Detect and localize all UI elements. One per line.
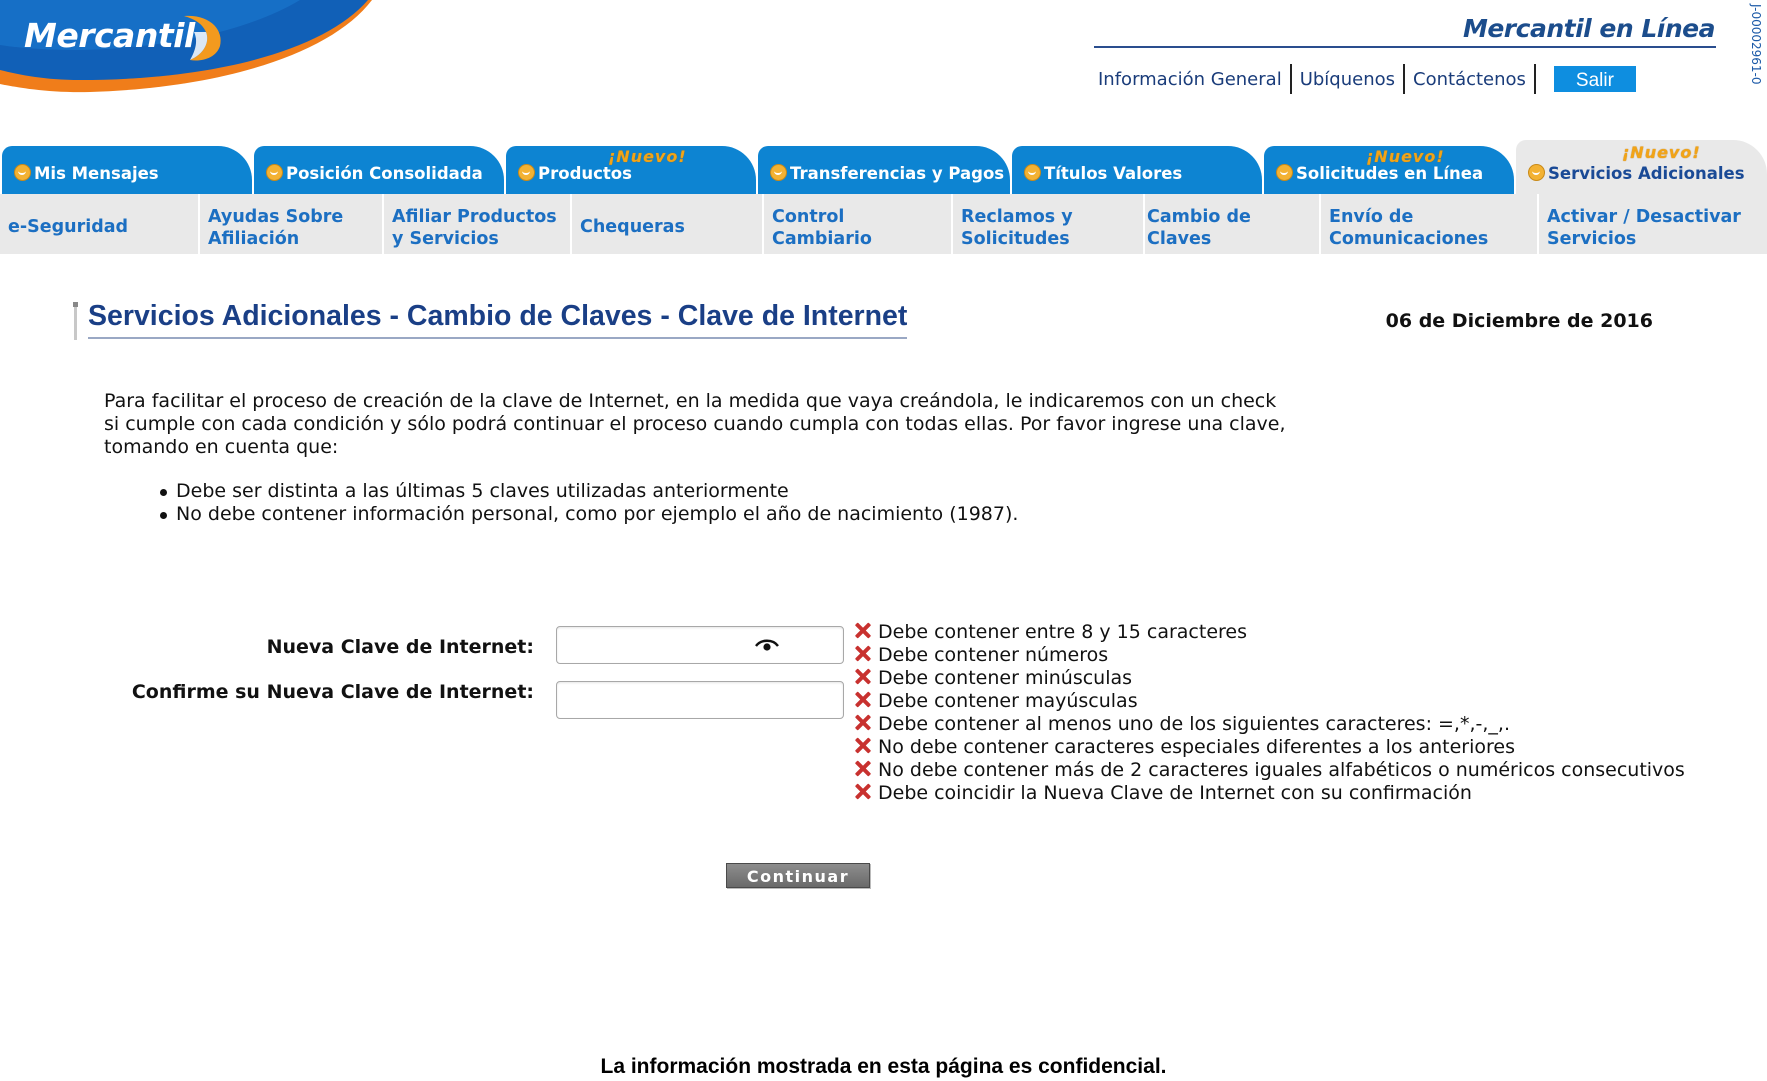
- vertical-rif-code: J-00002961-0: [1749, 4, 1763, 85]
- subnav-label: Cambiario: [772, 229, 872, 249]
- show-password-eye-icon[interactable]: [754, 638, 780, 654]
- tab-bullet-icon: [1528, 164, 1545, 181]
- fail-x-icon: [854, 645, 872, 663]
- intro-line: Para facilitar el proceso de creación de la clave de Internet, en la medida que vaya creándola, le indicaremos con un check: [104, 390, 1277, 412]
- subnav-activar-desactivar[interactable]: [1539, 194, 1767, 254]
- link-ubiquenos[interactable]: Ubíquenos: [1299, 68, 1396, 90]
- rule-text: Debe coincidir la Nueva Clave de Internet con su confirmación: [878, 782, 1472, 804]
- tab-label: Solicitudes en Línea: [1296, 164, 1484, 183]
- subnav-cambio-de-claves[interactable]: [1145, 194, 1321, 254]
- subnav-chequeras[interactable]: [572, 194, 764, 254]
- subnav-label: Ayudas Sobre: [208, 207, 344, 227]
- subnav-ayudas-afiliacion[interactable]: [200, 194, 384, 254]
- subnav-label: Reclamos y: [961, 207, 1073, 227]
- subnav-label: Chequeras: [580, 217, 685, 237]
- tab-titulos-valores[interactable]: [1012, 146, 1262, 194]
- rule-text: Debe contener mayúsculas: [878, 690, 1138, 712]
- list-item: No debe contener información personal, como por ejemplo el año de nacimiento (1987).: [158, 503, 1018, 526]
- subnav-label: Comunicaciones: [1329, 229, 1489, 249]
- link-contactenos[interactable]: Contáctenos: [1413, 68, 1526, 90]
- rule-text: No debe contener caracteres especiales diferentes a los anteriores: [878, 736, 1515, 758]
- nuevo-badge: ¡Nuevo!: [608, 147, 687, 166]
- nuevo-badge: ¡Nuevo!: [1366, 147, 1445, 166]
- intro-paragraph: [104, 390, 1334, 459]
- fail-x-icon: [854, 783, 872, 801]
- requirements-list: [158, 480, 1018, 526]
- rule-item: [852, 759, 1685, 782]
- subnav-label: y Servicios: [392, 229, 499, 249]
- link-separator: [1534, 64, 1536, 94]
- main-tabs: [0, 143, 1767, 194]
- logo-swoosh-icon: [176, 12, 226, 64]
- title-marker: [74, 306, 77, 340]
- fail-x-icon: [854, 622, 872, 640]
- subnav-label: e-Seguridad: [8, 217, 129, 237]
- rule-text: Debe contener números: [878, 644, 1109, 666]
- tab-bullet-icon: [1024, 164, 1041, 181]
- subnav-label: Servicios: [1547, 229, 1637, 249]
- subnav-e-seguridad[interactable]: [0, 194, 200, 254]
- intro-line: tomando en cuenta que:: [104, 436, 339, 458]
- subnav-label: Cambio de: [1147, 207, 1251, 227]
- tab-bullet-icon: [266, 164, 283, 181]
- new-password-label: Nueva Clave de Internet:: [266, 636, 534, 658]
- tab-servicios-adicionales[interactable]: [1516, 140, 1767, 194]
- tab-label: Productos: [538, 164, 632, 183]
- rule-text: Debe contener minúsculas: [878, 667, 1133, 689]
- subnav-label: Claves: [1147, 229, 1212, 249]
- brand-online-title: Mercantil en Línea: [1462, 14, 1715, 43]
- rule-text: Debe contener al menos uno de los siguientes caracteres: =,*,-,_,.: [878, 713, 1510, 735]
- tab-label: Posición Consolidada: [286, 164, 483, 183]
- rule-item: [852, 690, 1685, 713]
- subnav-afiliar-productos[interactable]: [384, 194, 572, 254]
- subnav-reclamos-solicitudes[interactable]: [953, 194, 1145, 254]
- header-divider: [1094, 46, 1716, 48]
- subnav-label: Solicitudes: [961, 229, 1070, 249]
- subnav-label: Activar / Desactivar: [1547, 207, 1741, 227]
- tab-transferencias-pagos[interactable]: [758, 146, 1010, 194]
- tab-label: Transferencias y Pagos: [790, 164, 1005, 183]
- top-links: [1090, 62, 1636, 96]
- logout-button[interactable]: Salir: [1554, 66, 1636, 92]
- fail-x-icon: [854, 691, 872, 709]
- subnav-control-cambiario[interactable]: [764, 194, 953, 254]
- tab-bullet-icon: [770, 164, 787, 181]
- logo-banner[interactable]: [0, 0, 380, 100]
- sub-navigation: [0, 194, 1767, 254]
- tab-bullet-icon: [518, 164, 535, 181]
- tab-label: Títulos Valores: [1044, 164, 1183, 183]
- fail-x-icon: [854, 714, 872, 732]
- rule-text: Debe contener entre 8 y 15 caracteres: [878, 621, 1247, 643]
- subnav-label: Afiliación: [208, 229, 300, 249]
- rule-item: [852, 713, 1685, 736]
- tab-posicion-consolidada[interactable]: [254, 146, 504, 194]
- confirm-password-label: Confirme su Nueva Clave de Internet:: [131, 681, 534, 703]
- rule-item: [852, 667, 1685, 690]
- fail-x-icon: [854, 737, 872, 755]
- tab-bullet-icon: [14, 164, 31, 181]
- confirm-password-input[interactable]: [556, 681, 844, 719]
- password-rules-list: [852, 621, 1685, 805]
- tab-bullet-icon: [1276, 164, 1293, 181]
- tab-label: Mis Mensajes: [34, 164, 159, 183]
- logo-text: Mercantil: [24, 16, 195, 55]
- new-password-input[interactable]: [556, 626, 844, 664]
- rule-item: [852, 736, 1685, 759]
- rule-text: No debe contener más de 2 caracteres iguales alfabéticos o numéricos consecutivos: [878, 759, 1685, 781]
- subnav-envio-comunicaciones[interactable]: [1321, 194, 1539, 254]
- tab-solicitudes-en-linea[interactable]: [1264, 146, 1514, 194]
- list-item: Debe ser distinta a las últimas 5 claves utilizadas anteriormente: [158, 480, 1018, 503]
- tab-label: Servicios Adicionales: [1548, 164, 1745, 183]
- tab-mis-mensajes[interactable]: [2, 146, 252, 194]
- link-informacion-general[interactable]: Información General: [1098, 68, 1282, 90]
- rule-item: [852, 644, 1685, 667]
- confidential-note: La información mostrada en esta página es confidencial.: [600, 1055, 1167, 1078]
- nuevo-badge: ¡Nuevo!: [1622, 143, 1701, 162]
- rule-item: [852, 621, 1685, 644]
- page-title: Servicios Adicionales - Cambio de Claves - Clave de Internet: [88, 300, 907, 339]
- subnav-label: Afiliar Productos: [392, 207, 557, 227]
- intro-line: si cumple con cada condición y sólo podrá continuar el proceso cuando cumpla con todas ellas. Por favor ingrese una clave,: [104, 413, 1286, 435]
- subnav-label: Envío de: [1329, 207, 1414, 227]
- continue-button[interactable]: Continuar: [726, 863, 870, 888]
- fail-x-icon: [854, 668, 872, 686]
- page-date: 06 de Diciembre de 2016: [1385, 310, 1653, 332]
- rule-item: [852, 782, 1685, 805]
- tab-productos[interactable]: [506, 146, 756, 194]
- fail-x-icon: [854, 760, 872, 778]
- subnav-label: Control: [772, 207, 845, 227]
